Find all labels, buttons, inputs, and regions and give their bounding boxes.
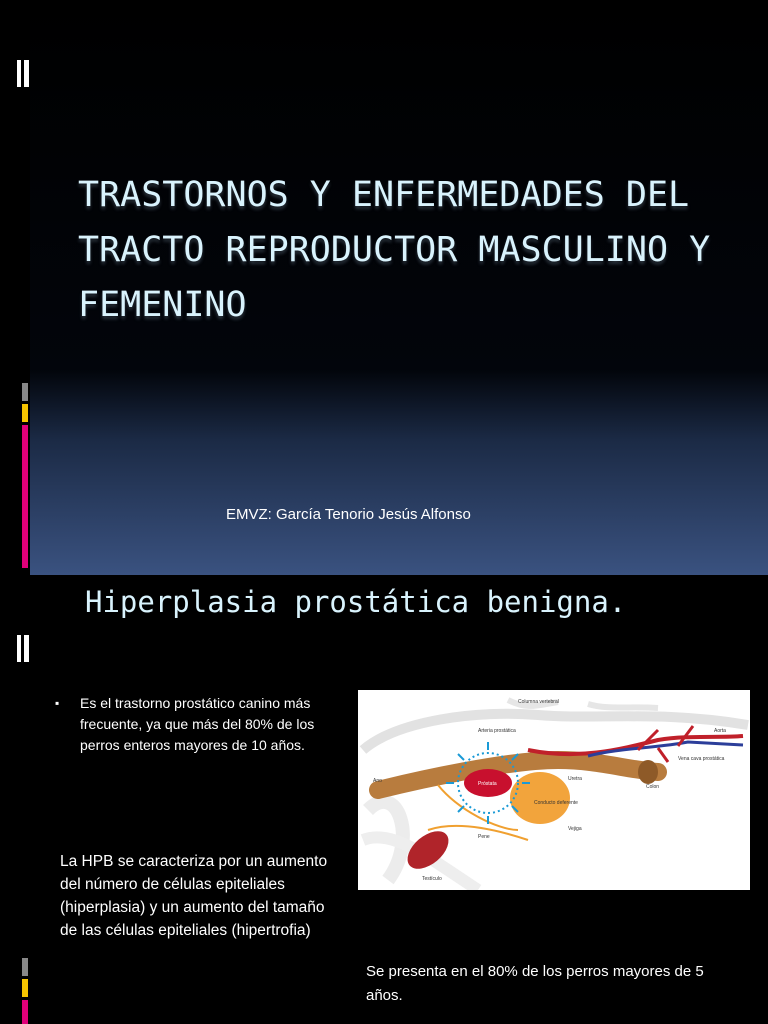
decor-bar bbox=[24, 60, 29, 87]
hpb-description: La HPB se caracteriza por un aumento del número de células epiteliales (hiperplasia) y un aumento del tamaño de las células epiteliales (hipertrofia) bbox=[60, 853, 328, 939]
label-prostata: Próstata bbox=[478, 781, 497, 787]
accent-bar-magenta bbox=[22, 425, 28, 568]
bullet-item: ▪ Es el trastorno prostático canino más frecuente, ya que más del 80% de los perros enteros mayores de 10 años. bbox=[55, 693, 345, 756]
label-vena: Vena cava prostática bbox=[678, 756, 725, 762]
label-arteria: Arteria prostática bbox=[478, 728, 516, 734]
decor-bar bbox=[17, 60, 21, 87]
prevalence-note: Se presenta en el 80% de los perros mayores de 5 años. bbox=[366, 963, 704, 1004]
label-vejiga: Vejiga bbox=[568, 826, 582, 832]
label-columna: Columna vertebral bbox=[518, 699, 559, 705]
label-colon: Colon bbox=[646, 784, 660, 790]
anatomy-illustration bbox=[358, 690, 750, 890]
decor-bar bbox=[17, 635, 21, 662]
label-pene: Pene bbox=[478, 834, 490, 840]
bullet-list bbox=[55, 693, 345, 756]
accent-bar-gray bbox=[22, 383, 28, 401]
colon-end bbox=[638, 760, 658, 784]
accent-bar-yellow bbox=[22, 979, 28, 997]
label-testiculo: Testículo bbox=[422, 876, 442, 882]
label-aorta: Aorta bbox=[714, 728, 726, 734]
accent-bar-magenta bbox=[22, 1000, 28, 1024]
label-uretra: Uretra bbox=[568, 776, 582, 782]
slide-title: Hiperplasia prostática benigna. bbox=[85, 585, 627, 619]
accent-bar-gray bbox=[22, 958, 28, 976]
prostate-anatomy-diagram bbox=[358, 690, 750, 890]
accent-bar-yellow bbox=[22, 404, 28, 422]
bladder-shape bbox=[510, 772, 570, 824]
slide-title: TRASTORNOS Y ENFERMEDADES DEL TRACTO REPRODUCTOR MASCULINO Y FEMENINO bbox=[78, 175, 711, 325]
slide-2 bbox=[0, 575, 768, 1024]
label-ano: Ano bbox=[373, 778, 382, 784]
author-line: EMVZ: García Tenorio Jesús Alfonso bbox=[226, 506, 471, 523]
label-conducto: Conducto deferente bbox=[534, 800, 578, 806]
decor-bar bbox=[24, 635, 29, 662]
